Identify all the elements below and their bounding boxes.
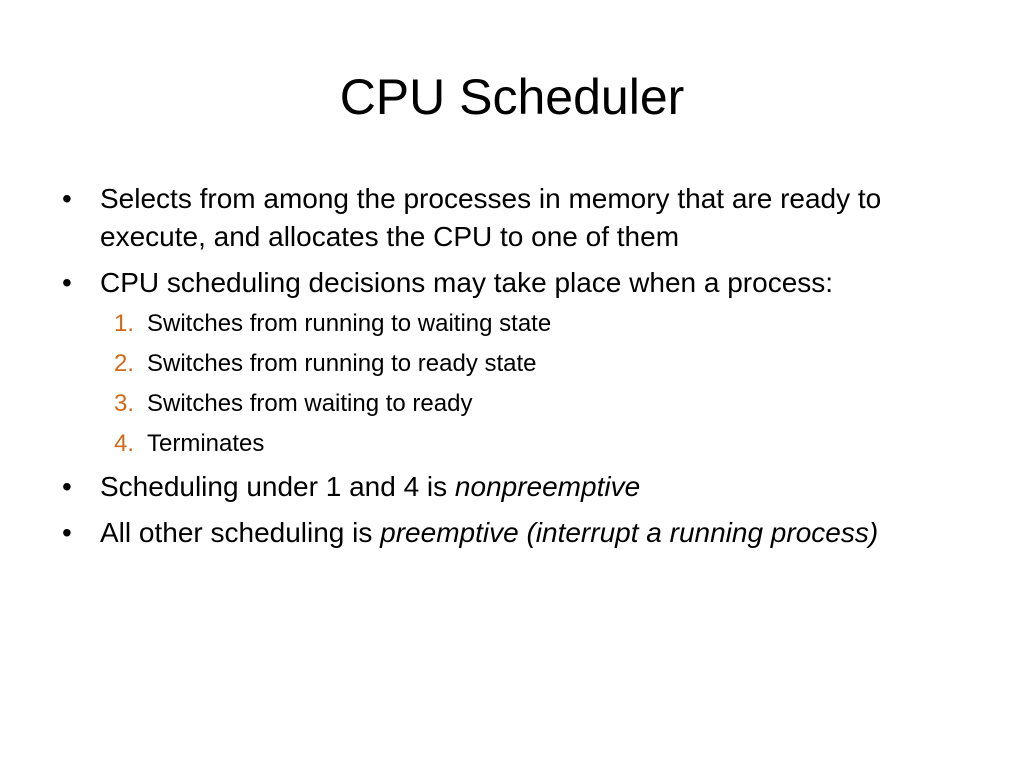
bullet-item: [62, 180, 962, 256]
sub-item-text: Terminates: [147, 430, 265, 457]
sub-list-item: [114, 308, 962, 340]
sub-item-number: 4.: [114, 430, 135, 457]
bullet-marker: •: [62, 267, 72, 298]
numbered-sub-list: [100, 308, 962, 460]
bullet-item: [62, 264, 962, 460]
sub-list-item: [114, 428, 962, 460]
sub-item-number: 1.: [114, 310, 135, 337]
sub-item-number: 3.: [114, 390, 135, 417]
bullet-marker: •: [62, 183, 72, 214]
bullet-item: [62, 468, 962, 506]
sub-list-item: [114, 348, 962, 380]
bullet-item: [62, 514, 962, 552]
bullet-text: All other scheduling is: [100, 517, 381, 548]
sub-item-number: 2.: [114, 350, 135, 377]
bullet-marker: •: [62, 471, 72, 502]
bullet-marker: •: [62, 517, 72, 548]
bullet-text: Scheduling under 1 and 4 is: [100, 471, 455, 502]
bullet-text: CPU scheduling decisions may take place when a process:: [100, 267, 834, 298]
emphasis-text: preemptive (interrupt a running process): [380, 517, 879, 548]
emphasis-text: nonpreemptive: [454, 471, 641, 502]
bullet-text: Selects from among the processes in memory that are ready to execute, and allocates the CPU to one of them: [100, 183, 882, 252]
sub-item-text: Switches from waiting to ready: [147, 390, 473, 417]
bullet-list: [62, 180, 962, 560]
sub-item-text: Switches from running to ready state: [147, 350, 537, 377]
sub-item-text: Switches from running to waiting state: [147, 310, 552, 337]
slide-title: CPU Scheduler: [339, 69, 685, 125]
sub-list-item: [114, 388, 962, 420]
